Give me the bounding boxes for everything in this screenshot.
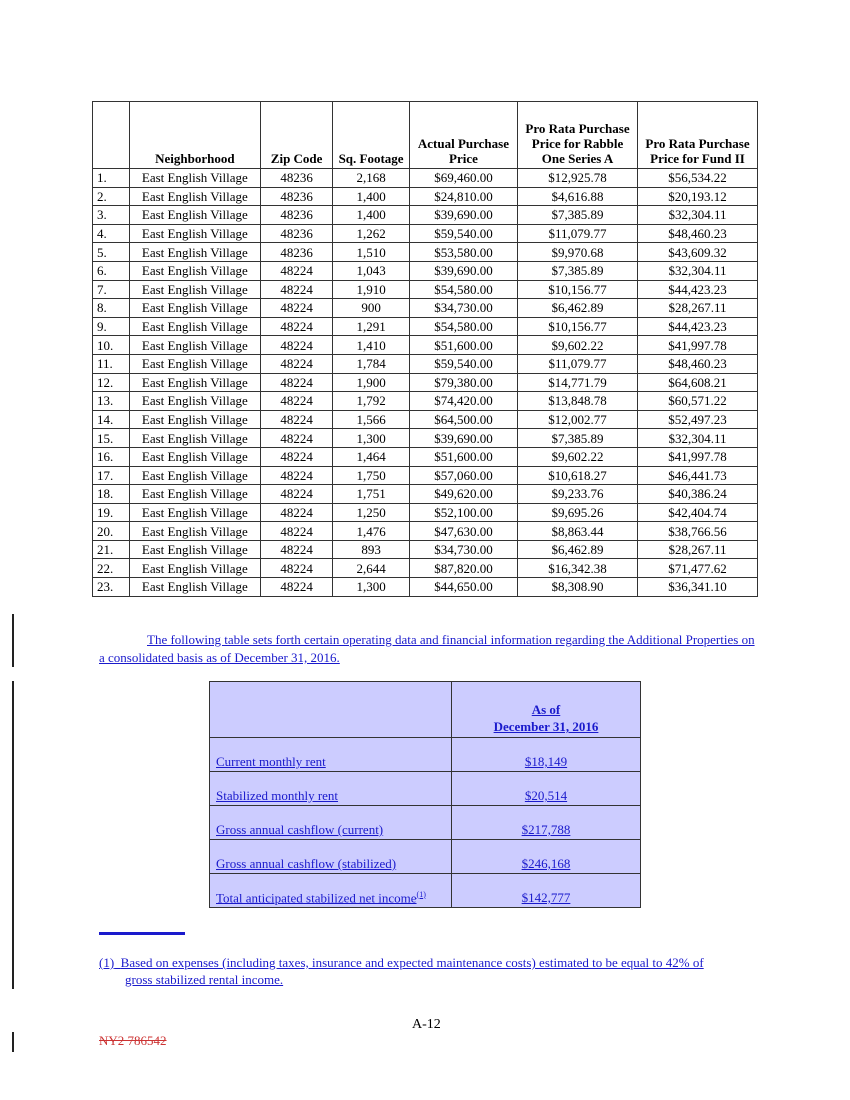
fin-row	[210, 840, 641, 874]
fund-price-cell: $32,304.11	[637, 206, 757, 225]
neighborhood-cell: East English Village	[129, 317, 260, 336]
fund-price-cell: $32,304.11	[637, 429, 757, 448]
rabble-price-cell: $8,308.90	[518, 578, 638, 597]
col-num	[93, 102, 130, 169]
sqft-cell: 1,400	[333, 187, 410, 206]
financial-table	[209, 681, 641, 908]
rabble-price-cell: $12,002.77	[518, 410, 638, 429]
fin-value-cell	[452, 738, 641, 772]
fund-price-cell: $56,534.22	[637, 169, 757, 188]
neighborhood-cell: East English Village	[129, 410, 260, 429]
table-row	[93, 299, 758, 318]
table-row	[93, 540, 758, 559]
zip-cell: 48224	[260, 317, 332, 336]
sqft-cell: 1,410	[333, 336, 410, 355]
sqft-cell: 1,784	[333, 354, 410, 373]
actual-price-cell: $44,650.00	[409, 578, 517, 597]
col-sqft: Sq. Footage	[333, 102, 410, 169]
table-row	[93, 503, 758, 522]
fund-price-cell: $43,609.32	[637, 243, 757, 262]
actual-price-cell: $49,620.00	[409, 485, 517, 504]
row-number: 14.	[93, 410, 130, 429]
actual-price-cell: $54,580.00	[409, 280, 517, 299]
fin-header-row	[210, 682, 641, 738]
footnote-rule	[99, 932, 185, 935]
table-row	[93, 336, 758, 355]
neighborhood-cell: East English Village	[129, 429, 260, 448]
fund-price-cell: $20,193.12	[637, 187, 757, 206]
fin-header-line2: December 31, 2016	[493, 719, 599, 734]
row-number: 3.	[93, 206, 130, 225]
fund-price-cell: $38,766.56	[637, 522, 757, 541]
sqft-cell: 1,750	[333, 466, 410, 485]
rabble-price-cell: $14,771.79	[518, 373, 638, 392]
rabble-price-cell: $6,462.89	[518, 299, 638, 318]
neighborhood-cell: East English Village	[129, 485, 260, 504]
intro-paragraph	[99, 631, 759, 667]
fin-value: $217,788	[521, 822, 571, 837]
intro-text: The following table sets forth certain operating data and financial information regarding the Additional Properties on a consolidated basis as of December 31, 2016.	[99, 632, 755, 665]
table-row	[93, 206, 758, 225]
table-row	[93, 261, 758, 280]
table-row	[93, 447, 758, 466]
table-row	[93, 522, 758, 541]
row-number: 1.	[93, 169, 130, 188]
fin-label: Gross annual cashflow (stabilized)	[216, 856, 397, 871]
zip-cell: 48236	[260, 243, 332, 262]
fin-header-blank	[210, 682, 452, 738]
sqft-cell: 1,566	[333, 410, 410, 429]
fin-header-date	[452, 682, 641, 738]
actual-price-cell: $39,690.00	[409, 206, 517, 225]
row-number: 8.	[93, 299, 130, 318]
fund-price-cell: $44,423.23	[637, 317, 757, 336]
row-number: 2.	[93, 187, 130, 206]
table-row	[93, 559, 758, 578]
sqft-cell: 2,168	[333, 169, 410, 188]
neighborhood-cell: East English Village	[129, 354, 260, 373]
zip-cell: 48224	[260, 336, 332, 355]
fund-price-cell: $32,304.11	[637, 261, 757, 280]
row-number: 6.	[93, 261, 130, 280]
actual-price-cell: $34,730.00	[409, 540, 517, 559]
neighborhood-cell: East English Village	[129, 540, 260, 559]
fin-value-cell	[452, 806, 641, 840]
actual-price-cell: $39,690.00	[409, 429, 517, 448]
neighborhood-cell: East English Village	[129, 243, 260, 262]
footnote-line2: gross stabilized rental income.	[125, 972, 284, 987]
row-number: 19.	[93, 503, 130, 522]
rabble-price-cell: $13,848.78	[518, 392, 638, 411]
fin-label-cell	[210, 874, 452, 908]
table-row	[93, 169, 758, 188]
sqft-cell: 1,510	[333, 243, 410, 262]
rabble-price-cell: $4,616.88	[518, 187, 638, 206]
fin-row	[210, 772, 641, 806]
table-row	[93, 429, 758, 448]
actual-price-cell: $34,730.00	[409, 299, 517, 318]
zip-cell: 48224	[260, 559, 332, 578]
row-number: 5.	[93, 243, 130, 262]
actual-price-cell: $24,810.00	[409, 187, 517, 206]
rabble-price-cell: $7,385.89	[518, 261, 638, 280]
neighborhood-cell: East English Village	[129, 280, 260, 299]
table-row	[93, 578, 758, 597]
zip-cell: 48224	[260, 447, 332, 466]
row-number: 20.	[93, 522, 130, 541]
sqft-cell: 1,751	[333, 485, 410, 504]
row-number: 4.	[93, 224, 130, 243]
row-number: 18.	[93, 485, 130, 504]
sqft-cell: 1,300	[333, 578, 410, 597]
rabble-price-cell: $11,079.77	[518, 224, 638, 243]
rabble-price-cell: $6,462.89	[518, 540, 638, 559]
neighborhood-cell: East English Village	[129, 299, 260, 318]
fund-price-cell: $44,423.23	[637, 280, 757, 299]
fin-label-cell	[210, 772, 452, 806]
actual-price-cell: $39,690.00	[409, 261, 517, 280]
rabble-price-cell: $10,156.77	[518, 317, 638, 336]
rabble-price-cell: $9,970.68	[518, 243, 638, 262]
neighborhood-cell: East English Village	[129, 373, 260, 392]
zip-cell: 48236	[260, 169, 332, 188]
zip-cell: 48224	[260, 503, 332, 522]
col-rabble-price: Pro Rata Purchase Price for Rabble One Series A	[518, 102, 638, 169]
neighborhood-cell: East English Village	[129, 224, 260, 243]
fund-price-cell: $52,497.23	[637, 410, 757, 429]
table-row	[93, 317, 758, 336]
properties-table	[92, 101, 758, 597]
sqft-cell: 1,900	[333, 373, 410, 392]
rabble-price-cell: $7,385.89	[518, 206, 638, 225]
fund-price-cell: $40,386.24	[637, 485, 757, 504]
table-header-row	[93, 102, 758, 169]
actual-price-cell: $87,820.00	[409, 559, 517, 578]
fund-price-cell: $41,997.78	[637, 447, 757, 466]
rabble-price-cell: $8,863.44	[518, 522, 638, 541]
col-neighborhood: Neighborhood	[129, 102, 260, 169]
sqft-cell: 1,464	[333, 447, 410, 466]
fund-price-cell: $48,460.23	[637, 224, 757, 243]
rabble-price-cell: $12,925.78	[518, 169, 638, 188]
actual-price-cell: $74,420.00	[409, 392, 517, 411]
neighborhood-cell: East English Village	[129, 503, 260, 522]
row-number: 17.	[93, 466, 130, 485]
neighborhood-cell: East English Village	[129, 169, 260, 188]
sqft-cell: 1,262	[333, 224, 410, 243]
fin-label-cell	[210, 738, 452, 772]
actual-price-cell: $53,580.00	[409, 243, 517, 262]
rabble-price-cell: $7,385.89	[518, 429, 638, 448]
neighborhood-cell: East English Village	[129, 578, 260, 597]
sqft-cell: 893	[333, 540, 410, 559]
change-bar	[12, 681, 14, 989]
row-number: 15.	[93, 429, 130, 448]
fin-value-cell	[452, 840, 641, 874]
neighborhood-cell: East English Village	[129, 336, 260, 355]
zip-cell: 48224	[260, 429, 332, 448]
neighborhood-cell: East English Village	[129, 206, 260, 225]
zip-cell: 48224	[260, 485, 332, 504]
row-number: 22.	[93, 559, 130, 578]
sqft-cell: 1,250	[333, 503, 410, 522]
table-row	[93, 243, 758, 262]
rabble-price-cell: $10,618.27	[518, 466, 638, 485]
actual-price-cell: $47,630.00	[409, 522, 517, 541]
footnote-reference: (1)	[416, 889, 426, 899]
fin-value-cell	[452, 874, 641, 908]
actual-price-cell: $51,600.00	[409, 336, 517, 355]
zip-cell: 48224	[260, 299, 332, 318]
table-row	[93, 187, 758, 206]
fund-price-cell: $28,267.11	[637, 299, 757, 318]
rabble-price-cell: $9,233.76	[518, 485, 638, 504]
zip-cell: 48236	[260, 206, 332, 225]
rabble-price-cell: $9,602.22	[518, 447, 638, 466]
sqft-cell: 1,476	[333, 522, 410, 541]
actual-price-cell: $64,500.00	[409, 410, 517, 429]
zip-cell: 48224	[260, 280, 332, 299]
table-row	[93, 410, 758, 429]
page-number: A-12	[412, 1017, 441, 1032]
fund-price-cell: $46,441.73	[637, 466, 757, 485]
rabble-price-cell: $16,342.38	[518, 559, 638, 578]
neighborhood-cell: East English Village	[129, 559, 260, 578]
sqft-cell: 1,792	[333, 392, 410, 411]
row-number: 13.	[93, 392, 130, 411]
fin-value: $246,168	[521, 856, 571, 871]
actual-price-cell: $59,540.00	[409, 354, 517, 373]
change-bar	[12, 614, 14, 667]
fin-label-cell	[210, 840, 452, 874]
zip-cell: 48224	[260, 261, 332, 280]
neighborhood-cell: East English Village	[129, 392, 260, 411]
fin-label: Stabilized monthly rent	[216, 788, 339, 803]
fin-row	[210, 874, 641, 908]
actual-price-cell: $79,380.00	[409, 373, 517, 392]
fin-label: Total anticipated stabilized net income	[216, 890, 417, 905]
neighborhood-cell: East English Village	[129, 447, 260, 466]
row-number: 10.	[93, 336, 130, 355]
col-fund-price: Pro Rata Purchase Price for Fund II	[637, 102, 757, 169]
sqft-cell: 2,644	[333, 559, 410, 578]
actual-price-cell: $52,100.00	[409, 503, 517, 522]
row-number: 23.	[93, 578, 130, 597]
table-row	[93, 354, 758, 373]
fund-price-cell: $71,477.62	[637, 559, 757, 578]
zip-cell: 48224	[260, 373, 332, 392]
fin-row	[210, 738, 641, 772]
fin-value-cell	[452, 772, 641, 806]
zip-cell: 48224	[260, 522, 332, 541]
zip-cell: 48224	[260, 466, 332, 485]
sqft-cell: 1,043	[333, 261, 410, 280]
zip-cell: 48224	[260, 392, 332, 411]
zip-cell: 48224	[260, 540, 332, 559]
neighborhood-cell: East English Village	[129, 466, 260, 485]
fin-value: $142,777	[521, 890, 571, 905]
fin-label: Gross annual cashflow (current)	[216, 822, 384, 837]
fund-price-cell: $60,571.22	[637, 392, 757, 411]
fin-value: $20,514	[524, 788, 568, 803]
row-number: 11.	[93, 354, 130, 373]
zip-cell: 48224	[260, 578, 332, 597]
table-row	[93, 224, 758, 243]
fund-price-cell: $36,341.10	[637, 578, 757, 597]
fin-label-cell	[210, 806, 452, 840]
actual-price-cell: $51,600.00	[409, 447, 517, 466]
fund-price-cell: $42,404.74	[637, 503, 757, 522]
fin-value: $18,149	[524, 754, 568, 769]
fund-price-cell: $48,460.23	[637, 354, 757, 373]
table-row	[93, 466, 758, 485]
fin-header-line1: As of	[531, 702, 561, 717]
sqft-cell: 900	[333, 299, 410, 318]
footnote	[99, 954, 769, 988]
row-number: 12.	[93, 373, 130, 392]
actual-price-cell: $69,460.00	[409, 169, 517, 188]
rabble-price-cell: $11,079.77	[518, 354, 638, 373]
col-zip: Zip Code	[260, 102, 332, 169]
table-row	[93, 392, 758, 411]
table-row	[93, 373, 758, 392]
actual-price-cell: $59,540.00	[409, 224, 517, 243]
actual-price-cell: $54,580.00	[409, 317, 517, 336]
neighborhood-cell: East English Village	[129, 187, 260, 206]
table-row	[93, 485, 758, 504]
col-actual-price: Actual Purchase Price	[409, 102, 517, 169]
sqft-cell: 1,910	[333, 280, 410, 299]
zip-cell: 48236	[260, 224, 332, 243]
zip-cell: 48224	[260, 410, 332, 429]
sqft-cell: 1,291	[333, 317, 410, 336]
actual-price-cell: $57,060.00	[409, 466, 517, 485]
table-row	[93, 280, 758, 299]
rabble-price-cell: $10,156.77	[518, 280, 638, 299]
fund-price-cell: $64,608.21	[637, 373, 757, 392]
zip-cell: 48236	[260, 187, 332, 206]
neighborhood-cell: East English Village	[129, 522, 260, 541]
fund-price-cell: $41,997.78	[637, 336, 757, 355]
row-number: 9.	[93, 317, 130, 336]
footnote-line1: Based on expenses (including taxes, insurance and expected maintenance costs) estimated to be equal to 42% of	[120, 955, 704, 970]
fin-label: Current monthly rent	[216, 754, 326, 769]
fin-row	[210, 806, 641, 840]
sqft-cell: 1,400	[333, 206, 410, 225]
zip-cell: 48224	[260, 354, 332, 373]
neighborhood-cell: East English Village	[129, 261, 260, 280]
sqft-cell: 1,300	[333, 429, 410, 448]
rabble-price-cell: $9,695.26	[518, 503, 638, 522]
document-id: NY2 786542	[99, 1033, 167, 1048]
footnote-marker: (1)	[99, 955, 115, 970]
rabble-price-cell: $9,602.22	[518, 336, 638, 355]
change-bar	[12, 1032, 14, 1052]
row-number: 7.	[93, 280, 130, 299]
fund-price-cell: $28,267.11	[637, 540, 757, 559]
row-number: 16.	[93, 447, 130, 466]
row-number: 21.	[93, 540, 130, 559]
